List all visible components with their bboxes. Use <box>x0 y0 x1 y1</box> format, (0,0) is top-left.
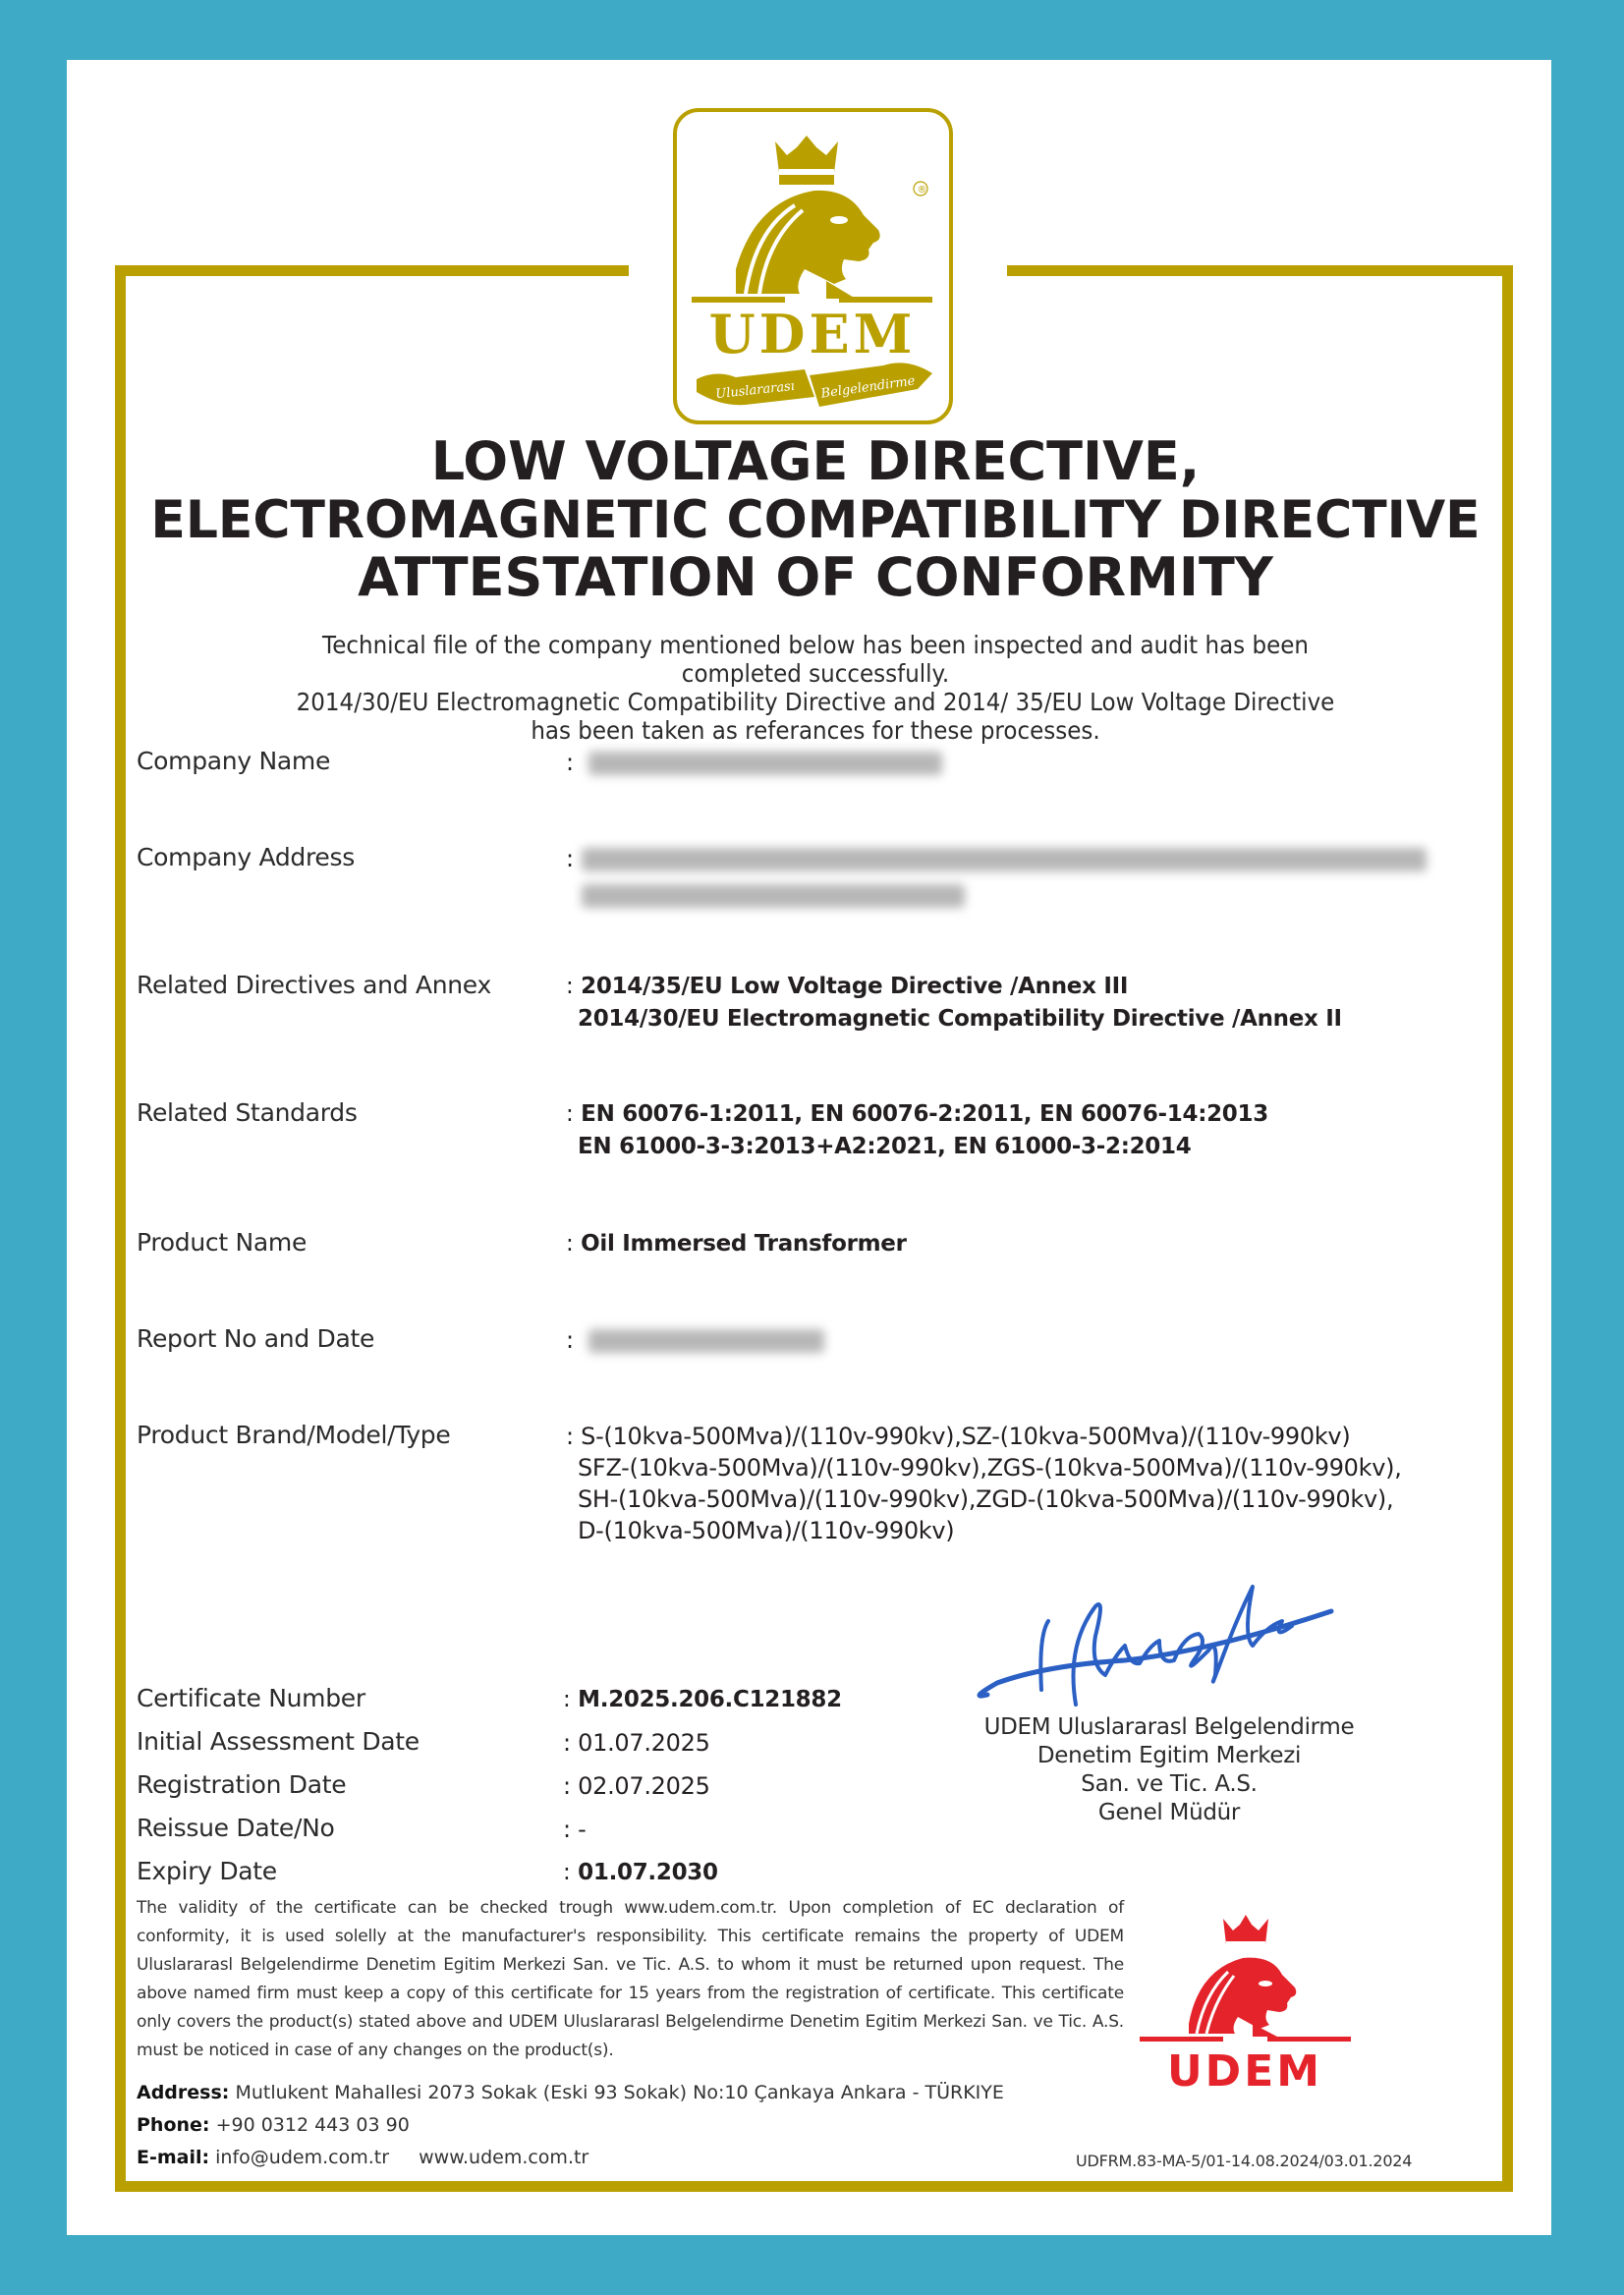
redacted-address-line-1 <box>582 848 1427 871</box>
field-value <box>563 1857 718 1889</box>
separator: : <box>566 1101 574 1127</box>
redacted-company-name <box>588 752 942 775</box>
field-label: Registration Date <box>137 1770 347 1799</box>
signatory-line: San. ve Tic. A.S. <box>1081 1771 1258 1797</box>
field-value <box>566 1228 907 1260</box>
model-line: SFZ-(10kva-500Mva)/(110v-990kv),ZGS-(10kva-500Mva)/(110v-990kv), <box>578 1454 1402 1482</box>
separator: : <box>566 1231 574 1257</box>
svg-text:UDEM: UDEM <box>708 303 917 365</box>
separator: : <box>566 749 574 776</box>
svg-text:Uluslararası: Uluslararası <box>714 378 796 403</box>
initial-assessment-value: 01.07.2025 <box>578 1729 710 1757</box>
reissue-value: - <box>578 1816 587 1843</box>
signature-block <box>958 1567 1380 1827</box>
field-value <box>566 747 942 779</box>
address-label: Address: <box>137 2082 230 2103</box>
directive-line: 2014/35/EU Low Voltage Directive /Annex III <box>581 974 1129 999</box>
svg-text:®: ® <box>917 185 927 196</box>
field-label: Certificate Number <box>137 1684 365 1712</box>
field-label: Report No and Date <box>137 1324 375 1353</box>
contact-email <box>137 2145 588 2170</box>
separator: : <box>563 1860 571 1885</box>
validity-disclaimer: The validity of the certificate can be checked trough www.udem.com.tr. Upon completion of EC declaration of conformity, it is used solelly at the manufacturer's responsibility. This certificate remains the property of UDEM Uluslararasl Belgelendirme Denetim Egitim Merkezi San. ve Tic. A.S. to whom it must be returned upon request. The above named firm must keep a copy of this certificate for 15 years from the registration of certificate. This certificate only covers the product(s) stated above and UDEM Uluslararasl Belgelendirme Denetim Egitim Merkezi San. ve Tic. A.S. must be noticed in case of any changes on the product(s). <box>137 1898 1124 2060</box>
udem-gold-logo <box>673 108 953 424</box>
field-label: Company Name <box>137 747 331 775</box>
intro-line: 2014/30/EU Electromagnetic Compatibility Directive and 2014/ 35/EU Low Voltage Directive <box>296 688 1335 716</box>
field-value <box>563 1684 842 1716</box>
intro-paragraph-2 <box>183 688 1448 745</box>
title-line-3: ATTESTATION OF CONFORMITY <box>358 546 1273 608</box>
gold-frame-right <box>1502 265 1513 2192</box>
phone-label: Phone: <box>137 2114 210 2136</box>
intro-line: completed successfully. <box>681 659 950 688</box>
certificate-number-value: M.2025.206.C121882 <box>578 1687 842 1712</box>
intro-line: has been taken as referances for these processes. <box>531 716 1100 745</box>
signatory-title: Genel Müdür <box>1097 1800 1241 1825</box>
intro-line: Technical file of the company mentioned below has been inspected and audit has been <box>322 631 1309 659</box>
field-label: Expiry Date <box>137 1857 277 1885</box>
separator: : <box>563 1729 571 1757</box>
email-link[interactable]: info@udem.com.tr <box>215 2147 390 2168</box>
title-line-1: LOW VOLTAGE DIRECTIVE, <box>430 430 1201 492</box>
field-label: Product Brand/Model/Type <box>137 1421 451 1449</box>
registration-value: 02.07.2025 <box>578 1772 710 1800</box>
standard-line: EN 61000-3-3:2013+A2:2021, EN 61000-3-2:2014 <box>578 1134 1192 1159</box>
form-code: UDFRM.83-MA-5/01-14.08.2024/03.01.2024 <box>1076 2152 1413 2170</box>
gold-frame-bottom <box>115 2181 1513 2192</box>
gold-frame-top-right <box>1007 265 1513 276</box>
svg-text:UDEM: UDEM <box>1166 2046 1323 2097</box>
gold-frame-left <box>115 265 126 2192</box>
email-label: E-mail: <box>137 2147 210 2168</box>
separator: : <box>563 1772 571 1800</box>
field-label: Reissue Date/No <box>137 1814 335 1842</box>
field-label: Related Directives and Annex <box>137 971 491 999</box>
field-label: Initial Assessment Date <box>137 1727 420 1756</box>
field-value <box>566 1324 824 1357</box>
standard-line: EN 60076-1:2011, EN 60076-2:2011, EN 60076-14:2013 <box>581 1101 1268 1127</box>
field-value <box>563 1770 710 1803</box>
expiry-value: 01.07.2030 <box>578 1860 718 1885</box>
udem-red-logo <box>1130 1911 1356 2098</box>
separator: : <box>566 974 574 999</box>
model-line: SH-(10kva-500Mva)/(110v-990kv),ZGD-(10kva-500Mva)/(110v-990kv), <box>578 1485 1394 1513</box>
redacted-report-no <box>588 1329 824 1353</box>
separator: : <box>566 845 574 872</box>
intro-paragraph-1 <box>183 631 1448 688</box>
title-line-2: ELECTROMAGNETIC COMPATIBILITY DIRECTIVE <box>150 490 1481 550</box>
svg-text:Belgelendirme: Belgelendirme <box>819 373 917 402</box>
contact-phone <box>137 2112 410 2138</box>
lion-crown-red-icon <box>1130 1911 1356 2098</box>
redacted-address-line-2 <box>582 884 965 908</box>
product-name-value: Oil Immersed Transformer <box>581 1231 907 1257</box>
signatory-line: UDEM Uluslararasl Belgelendirme <box>983 1714 1355 1740</box>
website-link[interactable]: www.udem.com.tr <box>419 2147 589 2168</box>
separator: : <box>566 1326 574 1354</box>
model-line: S-(10kva-500Mva)/(110v-990kv),SZ-(10kva-500Mva)/(110v-990kv) <box>581 1423 1351 1450</box>
field-value <box>563 1727 710 1760</box>
field-label: Product Name <box>137 1228 308 1257</box>
directive-line: 2014/30/EU Electromagnetic Compatibility Directive /Annex II <box>578 1006 1342 1032</box>
field-value <box>563 1814 587 1846</box>
contact-address <box>137 2080 1004 2105</box>
lion-crown-icon <box>677 112 949 420</box>
model-line: D-(10kva-500Mva)/(110v-990kv) <box>578 1517 955 1544</box>
gold-frame-top-left <box>115 265 629 276</box>
field-value <box>566 1421 1402 1546</box>
field-value <box>566 1098 1268 1163</box>
signature-icon <box>958 1567 1380 1709</box>
field-label: Related Standards <box>137 1098 358 1127</box>
phone-value: +90 0312 443 03 90 <box>215 2114 410 2136</box>
separator: : <box>566 1423 574 1450</box>
address-value: Mutlukent Mahallesi 2073 Sokak (Eski 93 Sokak) No:10 Çankaya Ankara - TÜRKIYE <box>235 2082 1004 2103</box>
separator: : <box>563 1687 571 1712</box>
signatory-line: Denetim Egitim Merkezi <box>1036 1743 1302 1768</box>
separator: : <box>563 1816 571 1843</box>
field-label: Company Address <box>137 843 355 871</box>
field-value <box>566 843 1427 912</box>
field-value <box>566 971 1342 1036</box>
